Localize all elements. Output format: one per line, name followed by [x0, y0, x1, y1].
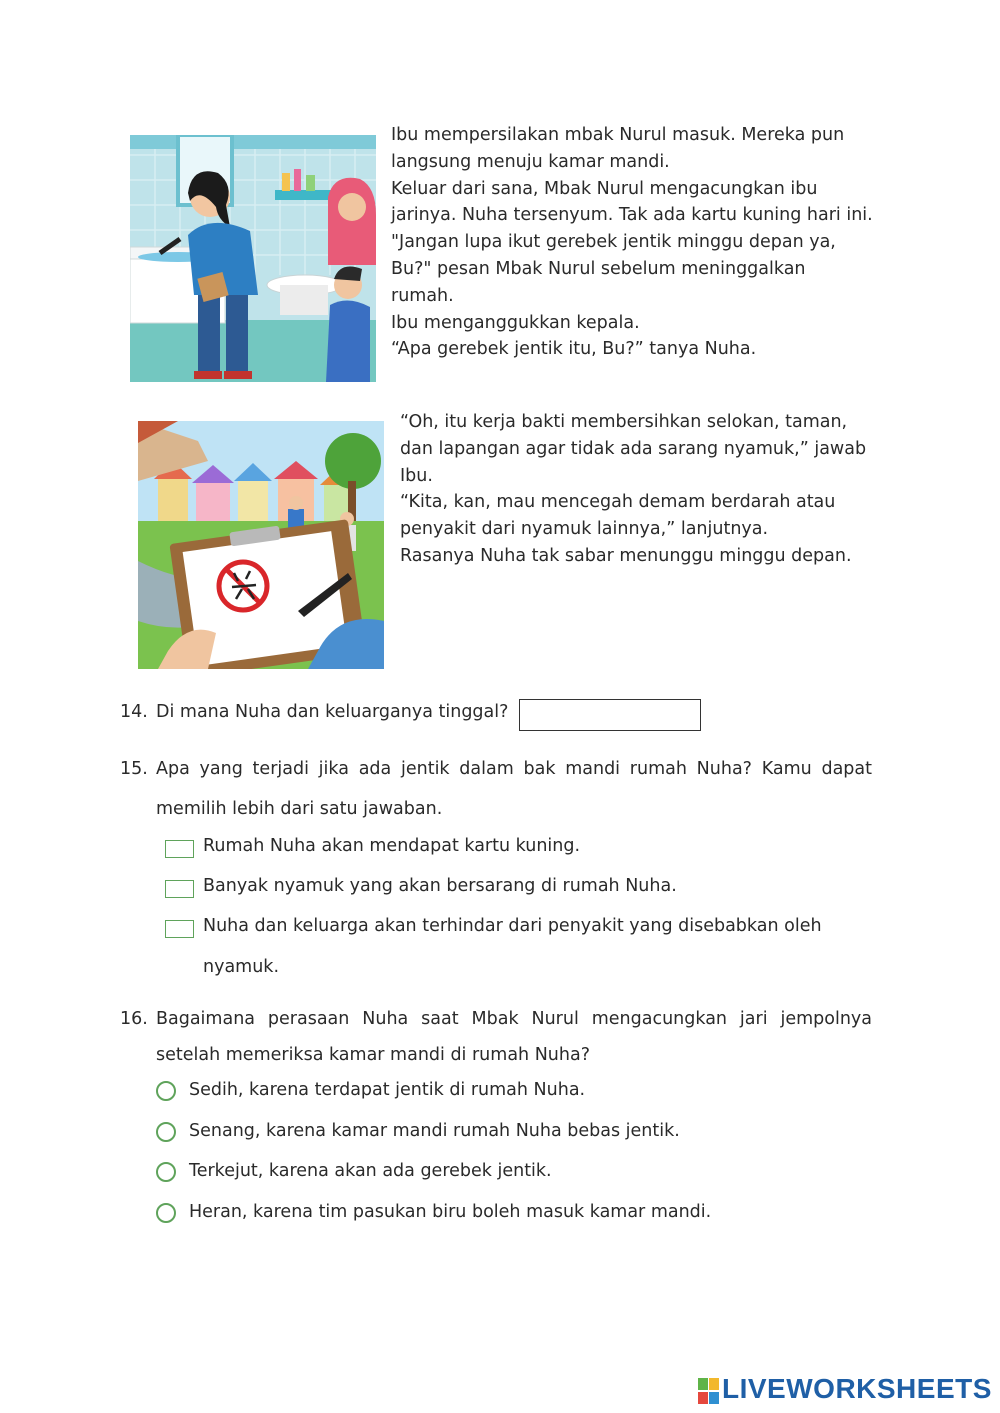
story-paragraph-2: “Oh, itu kerja bakti membersihkan selokan, taman, dan lapangan agar tidak ada sarang nyamuk,” jawab Ibu. “Kita, kan, mau mencegah demam berdarah atau penyakit dari nyamuk lainnya,” lanjutnya. Rasanya Nuha tak sabar menunggu minggu depan. — [400, 412, 867, 566]
mosquito-clipboard-illustration — [138, 421, 384, 669]
bathroom-inspection-illustration — [130, 135, 376, 382]
question-text-line-1: Apa yang terjadi jika ada jentik dalam bak mandi rumah Nuha? Kamu dapat — [156, 759, 872, 779]
q16-option-3-radio[interactable] — [156, 1162, 176, 1182]
q15-option-1-checkbox[interactable] — [165, 840, 194, 858]
question-text-line-1: Bagaimana perasaan Nuha saat Mbak Nurul mengacungkan jari jempolnya — [156, 1009, 872, 1029]
q15-option-1-label: Rumah Nuha akan mendapat kartu kuning. — [203, 836, 581, 856]
q15-option-2-label: Banyak nyamuk yang akan bersarang di rumah Nuha. — [203, 876, 677, 896]
q16-option-4-label: Heran, karena tim pasukan biru boleh masuk kamar mandi. — [189, 1202, 712, 1222]
q16-option-3-label: Terkejut, karena akan ada gerebek jentik. — [189, 1161, 552, 1181]
q14-answer-input[interactable] — [519, 699, 701, 731]
story-paragraph-1: Ibu mempersilakan mbak Nurul masuk. Mereka pun langsung menuju kamar mandi. Keluar dari sana, Mbak Nurul mengacungkan ibu jarinya. Nuha tersenyum. Tak ada kartu kuning hari ini. "Jangan lupa ikut gerebek jentik minggu depan ya, Bu?" pesan Mbak Nurul sebelum meninggalkan rumah. Ibu menganggukkan kepala. “Apa gerebek jentik itu, Bu?” tanya Nuha. — [391, 125, 873, 360]
q16-option-2-radio[interactable] — [156, 1122, 176, 1142]
q16-option-1-label: Sedih, karena terdapat jentik di rumah Nuha. — [189, 1080, 586, 1100]
question-text-line-2: memilih lebih dari satu jawaban. — [156, 799, 443, 819]
question-14 — [120, 692, 520, 732]
q16-option-4-radio[interactable] — [156, 1203, 176, 1223]
question-number: 16. — [120, 1009, 148, 1029]
question-text: Di mana Nuha dan keluarganya tinggal? — [156, 702, 509, 722]
question-text-line-2: setelah memeriksa kamar mandi di rumah Nuha? — [156, 1045, 590, 1065]
question-15 — [120, 749, 872, 829]
liveworksheets-logo-icon — [698, 1378, 720, 1406]
q15-option-3-checkbox[interactable] — [165, 920, 194, 938]
liveworksheets-logo-text: LIVEWORKSHEETS — [722, 1373, 992, 1404]
question-16 — [120, 999, 872, 1075]
q15-option-2-checkbox[interactable] — [165, 880, 194, 898]
q16-option-2-label: Senang, karena kamar mandi rumah Nuha bebas jentik. — [189, 1121, 680, 1141]
question-number: 15. — [120, 759, 148, 779]
q16-option-1-radio[interactable] — [156, 1081, 176, 1101]
q15-option-3-label: Nuha dan keluarga akan terhindar dari penyakit yang disebabkan oleh — [203, 916, 822, 936]
q15-option-3-label-cont: nyamuk. — [203, 957, 280, 977]
question-number: 14. — [120, 702, 148, 722]
